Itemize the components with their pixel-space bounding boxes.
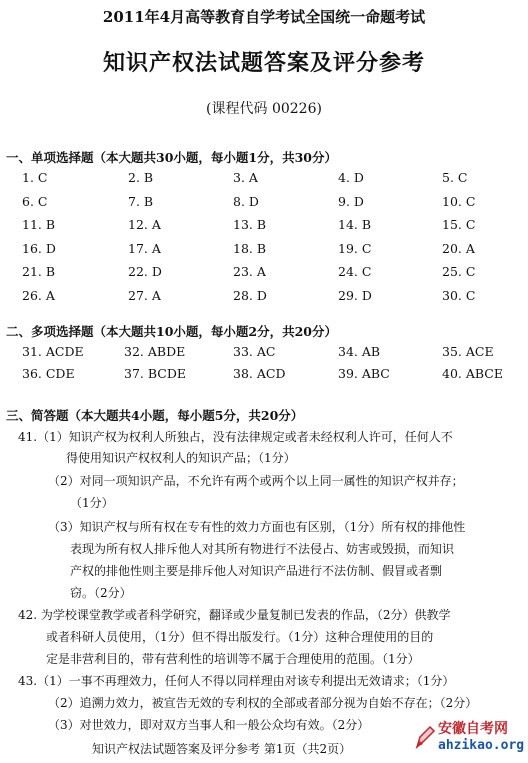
answer-item: 10. C (442, 193, 476, 209)
answer-item: 21. B (22, 264, 56, 280)
answer-item: 31. ACDE (22, 344, 84, 359)
answer-item: 18. B (233, 240, 267, 256)
q43-line1: 43.（1）一事不再理效力，任何人不得以同样理由对该专利提出无效请求；（1分） (18, 674, 455, 688)
answer-item: 26. A (22, 288, 55, 303)
q41-line6: 表现为所有权人排斥他人对其所有物进行不法侵占、妨害或毁损，而知识 (70, 542, 455, 556)
answer-item: 16. D (22, 240, 56, 256)
answer-item: 32. ABDE (124, 344, 186, 359)
answer-item: 30. C (442, 288, 476, 303)
q41-line7: 产权的排他性则主要是排斥他人对知识产品进行不法仿制、假冒或者剽 (70, 564, 443, 578)
q43-line2: （2）追溯力效力，被宣告无效的专利权的全部或者部分视为自始不存在；（2分） (48, 696, 478, 710)
answer-item: 33. AC (233, 344, 276, 359)
answer-item: 2. B (128, 170, 154, 185)
answer-item: 1. C (22, 170, 48, 185)
q41-line5: （3）知识产权与所有权在专有性的效力方面也有区别，（1分）所有权的排他性 (48, 520, 466, 534)
q41-line3: （2）对同一项知识产品，不允许有两个或两个以上同一属性的知识产权并存； (48, 474, 464, 488)
answer-item: 5. C (442, 170, 468, 185)
answer-item: 14. B (338, 217, 372, 233)
q43-line3: （3）对世效力，即对双方当事人和一般公众均有效。（2分） (48, 718, 370, 732)
answer-item: 28. D (233, 288, 267, 303)
answer-item: 27. A (128, 288, 161, 303)
answer-item: 9. D (338, 193, 364, 209)
answer-item: 6. C (22, 193, 48, 209)
site-name: 安徽自考网 (438, 721, 508, 737)
answer-item: 24. C (338, 264, 372, 280)
site-url: ahzikao.org (438, 738, 525, 753)
site-watermark (414, 716, 525, 758)
section2-heading: 二、多项选择题（本大题共10小题，每小题2分，共20分） (6, 324, 337, 339)
answer-item: 39. ABC (338, 366, 390, 381)
pen-icon (414, 724, 436, 750)
section3-heading: 三、简答题（本大题共4小题，每小题5分，共20分） (6, 408, 304, 423)
page-footer: 知识产权法试题答案及评分参考 第1页（共2页） (92, 742, 352, 756)
q41-line2: 得使用知识产权权利人的知识产品；（1分） (66, 451, 296, 465)
answer-item: 34. AB (338, 344, 381, 359)
answer-item: 36. CDE (22, 366, 75, 381)
answer-item: 35. ACE (442, 344, 494, 359)
answer-item: 8. D (233, 193, 259, 209)
answer-item: 17. A (128, 240, 161, 256)
q42-line3: 定是非营利目的，带有营利性的培训等不属于合理使用的范围。（1分） (46, 652, 420, 666)
q41-line1: 41.（1）知识产权为权利人所独占，没有法律规定或者未经权利人许可，任何人不 (18, 430, 453, 444)
answer-item: 25. C (442, 264, 476, 280)
answer-item: 20. A (442, 240, 475, 256)
answer-item: 13. B (233, 217, 267, 233)
answer-item: 37. BCDE (124, 366, 186, 381)
answer-item: 11. B (22, 217, 56, 233)
q42-line1: 42. 为学校课堂教学或者科学研究，翻译或少量复制已发表的作品，（2分）供教学 (18, 608, 451, 622)
answer-item: 19. C (338, 240, 372, 256)
answer-item: 15. C (442, 217, 476, 233)
answer-item: 7. B (128, 193, 154, 209)
answer-item: 4. D (338, 170, 364, 185)
answer-item: 22. D (128, 264, 162, 280)
section1-heading: 一、单项选择题（本大题共30小题，每小题1分，共30分） (6, 150, 337, 165)
q41-line8: 窃。（2分） (70, 586, 132, 600)
exam-line: 2011年4月高等教育自学考试全国统一命题考试 (102, 8, 426, 26)
answer-item: 40. ABCE (442, 366, 503, 381)
answer-item: 38. ACD (233, 366, 286, 381)
answer-item: 29. D (338, 288, 372, 303)
answer-item: 3. A (233, 170, 258, 185)
answer-item: 23. A (233, 264, 266, 280)
page-title: 知识产权法试题答案及评分参考 (102, 50, 425, 76)
q42-line2: 或者科研人员使用，（1分）但不得出版发行。（1分）这种合理使用的目的 (46, 630, 434, 644)
answer-item: 12. A (128, 217, 161, 233)
course-code: (课程代码 00226) (206, 101, 322, 117)
q41-line4: （1分） (70, 496, 114, 510)
